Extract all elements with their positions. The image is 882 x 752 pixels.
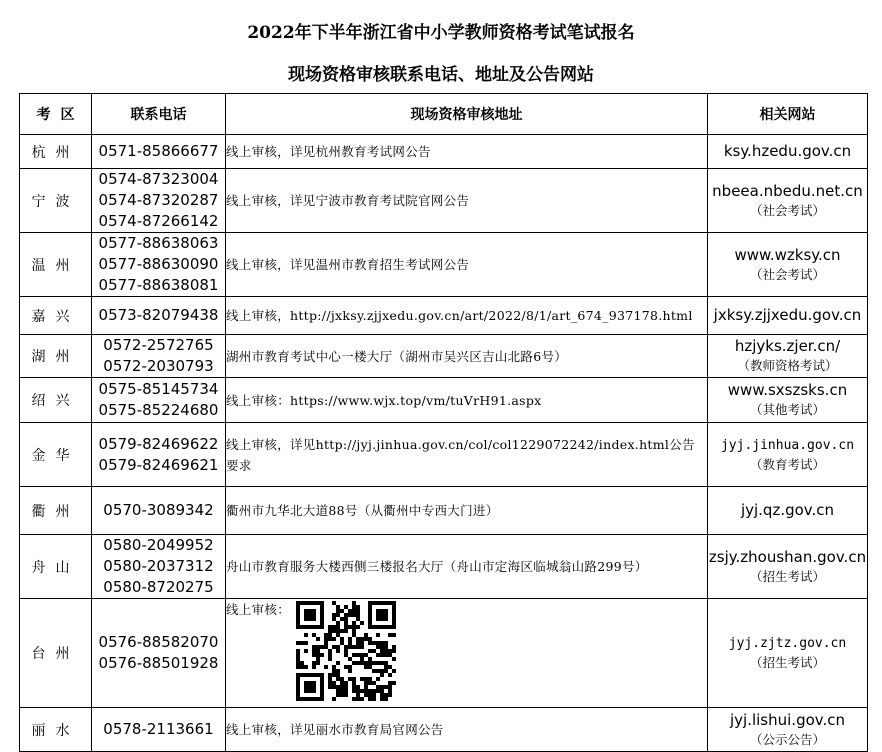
header-region: 考区 [20,94,92,135]
website-cell [708,708,868,752]
region-cell: 杭州 [20,135,92,169]
address-cell [226,535,708,599]
address-cell [226,297,708,335]
table-row [20,599,868,708]
header-phone: 联系电话 [92,94,226,135]
website-note: （招生考试） [749,655,825,670]
region-cell: 丽水 [20,708,92,752]
region-cell: 金华 [20,423,92,487]
phone-cell [92,169,226,233]
table-row [20,135,868,169]
region-cell: 湖州 [20,335,92,378]
phone-number: 0577-88638081 [98,276,219,294]
address-text: 线上审核，详见丽水市教育局官网公告 [226,722,444,737]
qr-code-icon[interactable] [296,601,396,707]
phone-number: 0575-85145734 [98,380,219,398]
phone-number: 0576-88582070 [98,633,219,651]
website-link[interactable]: jyj.zjtz.gov.cn [728,636,847,651]
website-cell [708,335,868,378]
website-link[interactable]: zsjy.zhoushan.gov.cn [708,547,867,566]
address-text: 湖州市教育考试中心一楼大厅（湖州市吴兴区吉山北路6号） [226,348,568,364]
phone-number: 0571-85866677 [98,142,219,160]
phone-cell [92,378,226,423]
phone-number: 0573-82079438 [98,306,219,324]
phone-number: 0577-88630090 [98,255,219,273]
website-link[interactable]: hzjyks.zjer.cn/ [734,337,841,355]
website-link[interactable]: www.wzksy.cn [734,245,841,264]
phone-number: 0574-87266142 [98,212,219,230]
website-link[interactable]: www.sxszsks.cn [727,381,848,399]
region-cell: 宁波 [20,169,92,233]
address-cell [226,135,708,169]
address-cell [226,599,708,708]
address-text: 线上审核，详见宁波市教育考试院官网公告 [226,193,470,208]
region-cell: 嘉兴 [20,297,92,335]
phone-cell [92,297,226,335]
phone-cell [92,135,226,169]
table-row [20,335,868,378]
website-cell [708,378,868,423]
header-website: 相关网站 [708,94,868,135]
table-row [20,535,868,599]
phone-number: 0572-2030793 [103,357,214,375]
table-row [20,487,868,535]
phone-cell [92,233,226,297]
phone-cell [92,599,226,708]
address-text: 线上审核，详见http://jyj.jinhua.gov.cn/col/col1229072242/index.html公告要求 [226,436,695,473]
phone-cell [92,708,226,752]
table-row [20,169,868,233]
website-note: （教师资格考试） [737,358,838,373]
phone-number: 0580-2049952 [103,536,214,554]
website-note: （教育考试） [749,456,825,472]
phone-cell [92,535,226,599]
address-cell [226,487,708,535]
website-note: （招生考试） [749,568,825,584]
website-note: （社会考试） [749,266,825,282]
website-note: （社会考试） [749,202,825,218]
header-address: 现场资格审核地址 [226,94,708,135]
table-row [20,378,868,423]
website-cell [708,535,868,599]
website-note: （其他考试） [749,402,825,417]
website-cell [708,135,868,169]
website-note: （公示公告） [749,731,825,747]
region-cell: 台州 [20,599,92,708]
phone-number: 0570-3089342 [103,501,214,519]
table-row [20,708,868,752]
region-cell: 舟山 [20,535,92,599]
contact-table [19,93,868,752]
website-link[interactable]: jyj.qz.gov.cn [740,501,835,519]
region-cell: 绍兴 [20,378,92,423]
address-cell [226,378,708,423]
phone-cell [92,335,226,378]
page-title: 2022年下半年浙江省中小学教师资格考试笔试报名 [247,23,635,43]
website-link[interactable]: ksy.hzedu.gov.cn [723,142,852,160]
website-cell [708,599,868,708]
website-link[interactable]: jxksy.zjjxedu.gov.cn [713,306,862,324]
address-text: 线上审核：https://www.wjx.top/vm/tuVrH91.aspx [226,392,542,408]
region-cell: 衢州 [20,487,92,535]
address-cell [226,169,708,233]
website-cell [708,169,868,233]
phone-cell [92,487,226,535]
phone-number: 0574-87323004 [98,170,219,188]
website-cell [708,487,868,535]
table-body [20,135,868,752]
phone-number: 0579-82469622 [98,434,219,453]
phone-number: 0574-87320287 [98,191,219,209]
phone-number: 0577-88638063 [98,234,219,252]
phone-number: 0580-2037312 [103,557,214,575]
phone-cell [92,423,226,487]
website-cell [708,297,868,335]
website-link[interactable]: nbeea.nbedu.net.cn [712,181,863,200]
address-cell [226,335,708,378]
address-text: 舟山市教育服务大楼西侧三楼报名大厅（舟山市定海区临城翁山路299号） [226,559,648,574]
website-cell [708,423,868,487]
phone-number: 0575-85224680 [98,401,219,419]
address-cell [226,708,708,752]
phone-number: 0578-2113661 [103,720,214,738]
address-text: 线上审核： [226,602,291,617]
website-link[interactable]: jyj.jinhua.gov.cn [720,437,855,453]
table-row [20,233,868,297]
phone-number: 0580-8720275 [103,578,214,596]
table-row [20,423,868,487]
address-text: 线上审核，http://jxksy.zjjxedu.gov.cn/art/2022/8/1/art_674_937178.html [226,308,693,323]
table-header-row [20,94,868,135]
website-link[interactable]: jyj.lishui.gov.cn [729,710,845,729]
address-text: 线上审核，详见杭州教育考试网公告 [226,144,431,159]
table-row [20,297,868,335]
address-text: 线上审核，详见温州市教育招生考试网公告 [226,257,470,272]
phone-number: 0579-82469621 [98,455,219,474]
phone-number: 0576-88501928 [98,654,219,672]
phone-number: 0572-2572765 [103,336,214,354]
address-text: 衢州市九华北大道88号（从衢州中专西大门进） [226,503,499,518]
address-cell [226,233,708,297]
address-cell [226,423,708,487]
region-cell: 温州 [20,233,92,297]
website-cell [708,233,868,297]
page-subtitle: 现场资格审核联系电话、地址及公告网站 [288,65,594,85]
